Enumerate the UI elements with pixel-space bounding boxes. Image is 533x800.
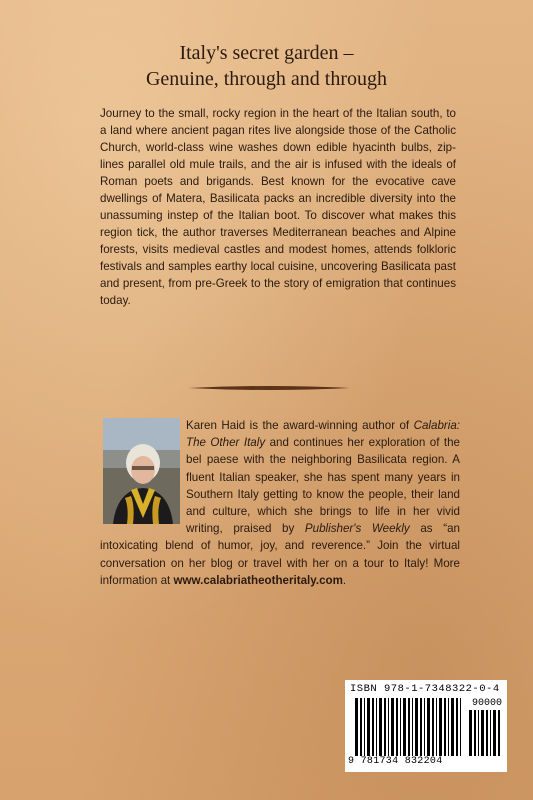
heading-line-1: Italy's secret garden – [179, 42, 354, 64]
barcode-bar [481, 710, 484, 756]
back-cover-heading [0, 40, 533, 92]
author-website: www.calabriatheotheritaly.com [173, 573, 343, 587]
barcode-bar [490, 710, 491, 756]
bio-publication: Publisher's Weekly [304, 522, 410, 536]
barcode-bar [384, 698, 386, 756]
barcode-bar [364, 698, 365, 756]
barcode-bar [469, 710, 472, 756]
blurb-text: Journey to the small, rocky region in the heart of the Italian south, to a land where ancient pagan rites live alongside those of the Catholic Church, world-class wine washes down edible hyacinth bulbs, zip-lines parallel old mule trails, and the air is infused with the ideals of Roman poets and brigands. Best known for the evocative cave dwellings of Matera, Basilicata packs an incredible diversity into the unassuming instep of the Italian boot. To discover what makes this region tick, the author traverses Mediterranean beaches and Alpine forests, visits medieval castles and modest homes, attends folkloric festivals and samples earthy local cuisine, uncovering Basilicata past and present, from pre-Greek to the story of emigration that continues today. [100, 107, 456, 307]
barcode-bar [498, 710, 500, 756]
barcode-bar [415, 698, 418, 756]
barcode-bar [460, 698, 461, 756]
barcode-bar [478, 710, 479, 756]
barcode-bar [400, 698, 401, 756]
isbn-barcode [345, 680, 507, 772]
barcode-bar [412, 698, 413, 756]
barcode-bar [367, 698, 370, 756]
barcode-bar [379, 698, 382, 756]
barcode-bar [396, 698, 398, 756]
bio-book-title: Calabria: The Other Italy [186, 419, 460, 450]
ean-barcode-bars [355, 698, 465, 756]
barcode-bar [372, 698, 374, 756]
barcode-bar [391, 698, 394, 756]
barcode-bar [451, 698, 454, 756]
barcode-bar [432, 698, 434, 756]
barcode-bar [486, 710, 488, 756]
barcode-bar [408, 698, 410, 756]
barcode-bar [427, 698, 430, 756]
barcode-bar [493, 710, 496, 756]
barcode-bar [424, 698, 425, 756]
barcode-bar [376, 698, 377, 756]
barcode-bar [448, 698, 449, 756]
barcode-bar [444, 698, 446, 756]
barcode-bar [439, 698, 442, 756]
addon-barcode-bars [469, 710, 503, 756]
isbn-text: ISBN 978-1-7348322-0-4 [350, 683, 500, 695]
barcode-bar [420, 698, 422, 756]
book-blurb [100, 105, 456, 309]
bio-paragraph: Karen Haid is the award-winning author of Calabria: The Other Italy and continues her exploration of the bel paese with the neighboring Basilicata region. A fluent Italian speaker, she has spent many years in Southern Italy getting to know the people, their land and culture, which she brings to life in her vivid writing, praised by Publisher's Weekly as “an intoxicating blend of humor, joy, and reverence.” Join the virtual conversation on her blog or travel with her on a tour to Italy! More information at www.calabriatheotheritaly.com. [100, 419, 461, 587]
barcode-bar [436, 698, 437, 756]
barcode-bar [456, 698, 458, 756]
barcode-bar [388, 698, 389, 756]
barcode-bar [403, 698, 406, 756]
ean-digits: 9 781734 832204 [348, 756, 443, 767]
ornamental-divider [186, 384, 352, 392]
price-code: 90000 [472, 698, 503, 709]
barcode-bar [360, 698, 362, 756]
barcode-bar [355, 698, 358, 756]
author-bio [100, 417, 460, 589]
heading-line-2: Genuine, through and through [145, 68, 388, 90]
barcode-bar [474, 710, 476, 756]
